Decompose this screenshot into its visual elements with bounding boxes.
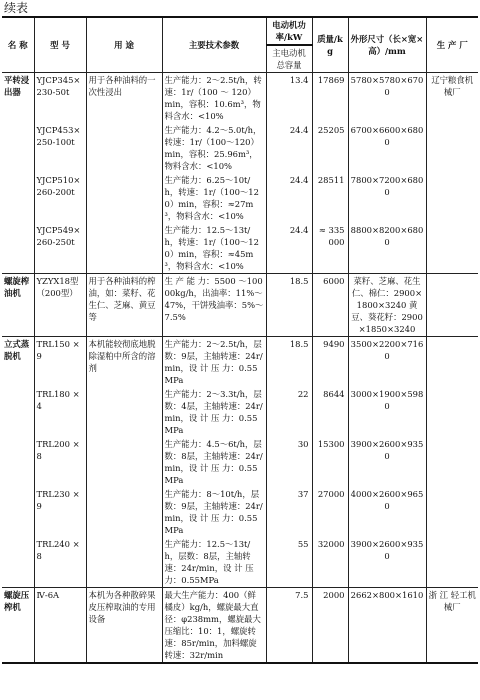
table-row [2, 223, 478, 274]
equipment-dims: 3900×2600×9350 [348, 537, 426, 588]
equipment-power: 30 [266, 437, 312, 487]
equipment-model: TRL200 ×8 [34, 437, 86, 487]
equipment-params: 生产能力：4.5～6t/h，层数：8层，主轴转速：24r/min，设 计 压 力：0.55MPa [162, 437, 266, 487]
equipment-name: 螺旋榨油机 [2, 274, 34, 337]
equipment-power: 7.5 [266, 588, 312, 664]
equipment-dims: 8800×8200×6800 [348, 223, 426, 274]
equipment-mass: 27000 [312, 487, 348, 537]
equipment-model: YJCP549×260-250t [34, 223, 86, 274]
equipment-mass: 15300 [312, 437, 348, 487]
equipment-params: 生产能力：12.5～13t/h，转速：1r/（100～120）min，容积：≈45m³，物料含水：<10% [162, 223, 266, 274]
equipment-dims: 菜籽、芝麻、花生仁、棉仁：2900×1800×3240 黄豆、葵花籽：2900×1850×3240 [348, 274, 426, 337]
table-row [2, 173, 478, 223]
equipment-use: 本机能较彻底地脱除湿粕中所含的溶剂 [86, 337, 162, 588]
equipment-maker: 浙 江 轻工机械厂 [426, 588, 478, 664]
equipment-dims: 4000×2600×9650 [348, 487, 426, 537]
equipment-power: 24.4 [266, 223, 312, 274]
table-row [2, 337, 478, 388]
equipment-dims: 3500×2200×7160 [348, 337, 426, 388]
equipment-use: 用于各种油料的榨油，如：菜籽、花生仁、芝麻、黄豆等 [86, 274, 162, 337]
equipment-params: 生产能力：12.5～13t/h，层数：8层，主轴转速：24r/min，设 计 压 力：0.55MPa [162, 537, 266, 588]
equipment-mass: 2000 [312, 588, 348, 664]
equipment-dims: 7800×7200×6800 [348, 173, 426, 223]
equipment-mass: 8644 [312, 387, 348, 437]
equipment-maker [426, 337, 478, 588]
header-power: 电动机功率/kW [266, 17, 312, 45]
equipment-maker: 辽宁粮食机械厂 [426, 73, 478, 274]
equipment-params: 生产能力：2～2.5t/h，层数：9层，主轴转速：24r/min，设 计 压 力：0.55MPa [162, 337, 266, 388]
header-maker: 生 产 厂 [426, 17, 478, 73]
table-row [2, 123, 478, 173]
table-row [2, 487, 478, 537]
equipment-power: 24.4 [266, 123, 312, 173]
equipment-model: YZYX18型（200型） [34, 274, 86, 337]
header-use: 用 途 [86, 17, 162, 73]
equipment-power: 18.5 [266, 274, 312, 337]
equipment-dims: 6700×6600×6800 [348, 123, 426, 173]
equipment-model: YJCP345×230-50t [34, 73, 86, 124]
equipment-power: 13.4 [266, 73, 312, 124]
equipment-dims: 3900×2600×9350 [348, 437, 426, 487]
equipment-power: 37 [266, 487, 312, 537]
equipment-model: TRL180 ×4 [34, 387, 86, 437]
equipment-mass: 17869 [312, 73, 348, 124]
equipment-model: YJCP510×260-200t [34, 173, 86, 223]
table-body [2, 73, 478, 664]
table-row [2, 588, 478, 664]
equipment-mass: 6000 [312, 274, 348, 337]
equipment-power: 24.4 [266, 173, 312, 223]
equipment-model: Ⅳ-6A [34, 588, 86, 664]
header-params: 主要技术参数 [162, 17, 266, 73]
equipment-params: 生产能力：2～2.5t/h，转速：1r/（100 ～ 120）min，容积：10.6m³，物料含水：<10% [162, 73, 266, 124]
table-row [2, 73, 478, 124]
equipment-use: 用于各种油料的一次性浸出 [86, 73, 162, 274]
equipment-mass: 28511 [312, 173, 348, 223]
equipment-model: TRL150 ×9 [34, 337, 86, 388]
equipment-mass: 9490 [312, 337, 348, 388]
equipment-maker [426, 274, 478, 337]
equipment-name: 平转浸出器 [2, 73, 34, 274]
equipment-dims: 3000×1900×5980 [348, 387, 426, 437]
equipment-params: 生产能力：4.2～5.0t/h，转速：1r/（100～120）min，容积：25.96m³，物料含水：<10% [162, 123, 266, 173]
equipment-params: 生 产 能 力：5500 ～10000kg/h，出油率：11%～47%，干饼残油率：5%～7.5% [162, 274, 266, 337]
header-dims: 外形尺寸（长×宽×高）/mm [348, 17, 426, 73]
equipment-table [2, 16, 478, 664]
equipment-params: 生产能力：8～10t/h，层数：9层，主轴转速：24r/min，设 计 压 力：0.55MPa [162, 487, 266, 537]
header-name: 名 称 [2, 17, 34, 73]
equipment-dims: 2662×800×1610 [348, 588, 426, 664]
equipment-params: 生产能力：6.25～10t/h，转速：1r/（100～120）min，容积：≈27m³，物料含水：<10% [162, 173, 266, 223]
equipment-power: 18.5 [266, 337, 312, 388]
equipment-model: YJCP453×250-100t [34, 123, 86, 173]
equipment-mass: ≈ 335000 [312, 223, 348, 274]
header-model: 型 号 [34, 17, 86, 73]
header-mass: 质量/kg [312, 17, 348, 73]
equipment-power: 55 [266, 537, 312, 588]
equipment-params: 最大生产能力：400（鲜橘皮）kg/h，螺旋最大直径：φ238mm，螺旋最大压缩比：10：1，螺旋转速：85r/min，加料螺旋转速：32r/min [162, 588, 266, 664]
table-row [2, 437, 478, 487]
equipment-power: 22 [266, 387, 312, 437]
table-row [2, 387, 478, 437]
equipment-use: 本机为各种散碎果皮压榨取油的专用设备 [86, 588, 162, 664]
equipment-dims: 5780×5780×6700 [348, 73, 426, 124]
table-caption: 续表 [4, 1, 29, 15]
table-row [2, 537, 478, 588]
equipment-mass: 25205 [312, 123, 348, 173]
table-row [2, 274, 478, 337]
equipment-mass: 32000 [312, 537, 348, 588]
equipment-name: 螺旋压榨机 [2, 588, 34, 664]
equipment-name: 立式蒸脱机 [2, 337, 34, 588]
header-power-sub: 主电动机总容量 [266, 45, 312, 73]
equipment-model: TRL240 ×8 [34, 537, 86, 588]
equipment-model: TRL230 ×9 [34, 487, 86, 537]
equipment-params: 生产能力：2～3.3t/h，层数：4层，主轴转速：24r/min，设 计 压 力：0.55MPa [162, 387, 266, 437]
